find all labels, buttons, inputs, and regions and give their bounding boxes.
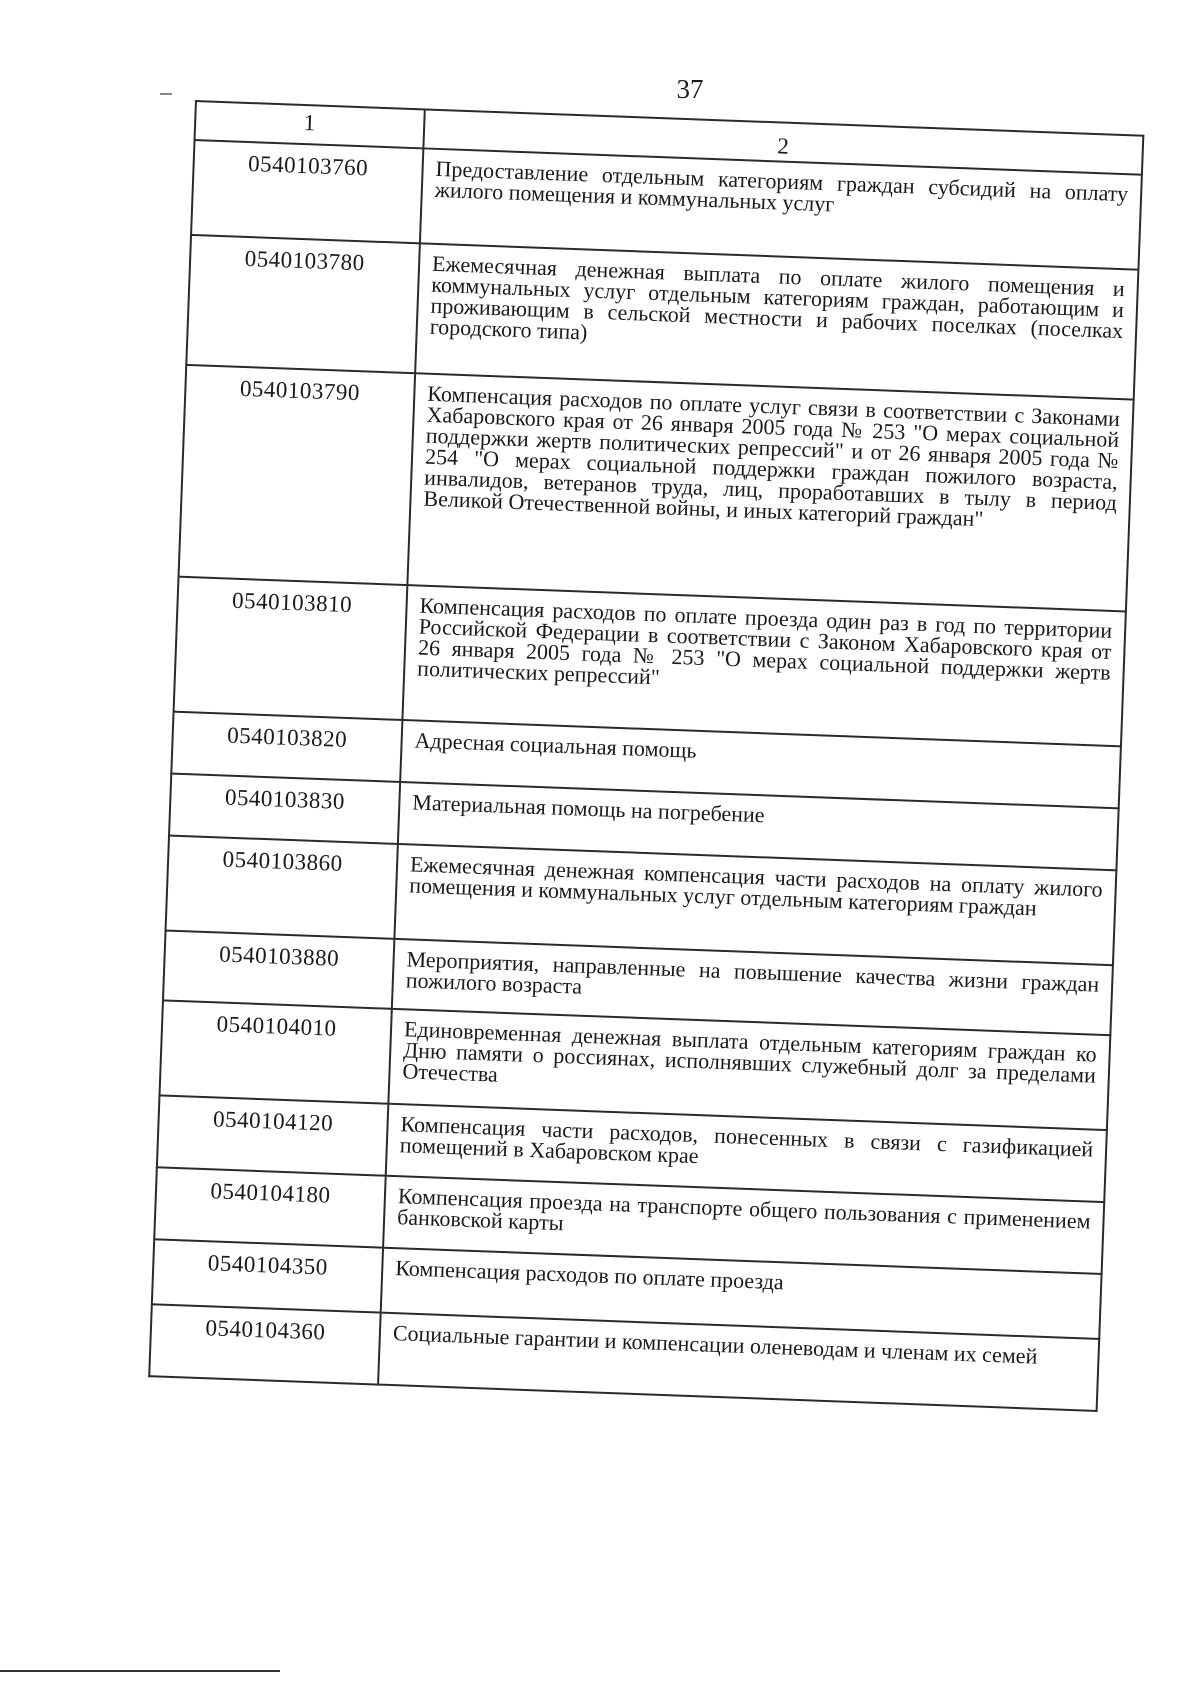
- row-description: Мероприятия, направленные на повышение качества жизни граждан пожилого возраста: [392, 939, 1113, 1035]
- row-code: 0540103790: [179, 365, 416, 585]
- row-description: Ежемесячная денежная выплата по оплате жилого помещения и коммунальных услуг отдельным категориям граждан, работающим и проживающим в сельской местности и рабочих поселках (поселках городского типа): [415, 243, 1138, 399]
- row-description: Единовременная денежная выплата отдельным категориям граждан ко Дню памяти о россиянах, исполнявших служебный долг за пределами Отечества: [388, 1009, 1110, 1130]
- row-description: Компенсация расходов по оплате проезда один раз в год по территории Российской Федерации в соответствии с Законом Хабаровского края от 26 января 2005 года № 253 "О мерах социальной поддержки жертв политических репрессий": [402, 585, 1125, 746]
- row-code: 0540103860: [166, 836, 398, 939]
- row-code: 0540104180: [154, 1167, 385, 1247]
- row-description: Предоставление отдельным категориям граждан субсидий на оплату жилого помещения и коммунальных услуг: [420, 148, 1142, 269]
- row-description: Компенсация части расходов, понесенных в связи с газификацией помещений в Хабаровском крае: [386, 1104, 1107, 1202]
- row-code: 0540103830: [169, 774, 400, 844]
- row-description: Адресная социальная помощь: [400, 720, 1121, 808]
- row-code: 0540104010: [160, 1000, 392, 1103]
- row-description: Компенсация проезда на транспорте общего пользования с применением банковской карты: [383, 1176, 1104, 1274]
- row-description: Материальная помощь на погребение: [398, 782, 1119, 870]
- header-col-2: 2: [423, 109, 1143, 174]
- row-code: 0540103880: [163, 930, 394, 1008]
- table-body: [149, 101, 1143, 1411]
- footer-rule: [0, 1670, 280, 1672]
- row-code: 0540103780: [186, 235, 420, 373]
- row-description: Ежемесячная денежная компенсация части расходов на оплату жилого помещения и коммунальных услуг отдельным категориям граждан: [394, 844, 1116, 965]
- row-code: 0540103760: [191, 140, 423, 243]
- page-number: 37: [676, 74, 704, 104]
- row-code: 0540104350: [152, 1239, 383, 1312]
- scan-edge-mark: [160, 93, 172, 95]
- row-description: Компенсация расходов по оплате проезда: [381, 1248, 1102, 1339]
- row-description: Социальные гарантии и компенсации оленеводам и членам их семей: [378, 1313, 1099, 1411]
- code-table: [148, 100, 1144, 1412]
- row-code: 0540104120: [157, 1095, 388, 1175]
- row-description: Компенсация расходов по оплате услуг связи в соответствии с Законами Хабаровского края от 26 января 2005 года № 253 "О мерах социальной поддержки жертв политических репрессий" и от 26 января 2005 года № 254 "О мерах социальной поддержки граждан пожилого возраста, инвалидов, ветеранов труда, лиц, проработавших в тылу в период Великой Отечественной войны, и иных категорий граждан": [407, 373, 1133, 611]
- header-col-1: 1: [195, 101, 425, 148]
- table-row: [179, 365, 1134, 612]
- row-code: 0540104360: [149, 1304, 380, 1384]
- row-code: 0540103810: [174, 577, 408, 720]
- row-code: 0540103820: [171, 712, 402, 782]
